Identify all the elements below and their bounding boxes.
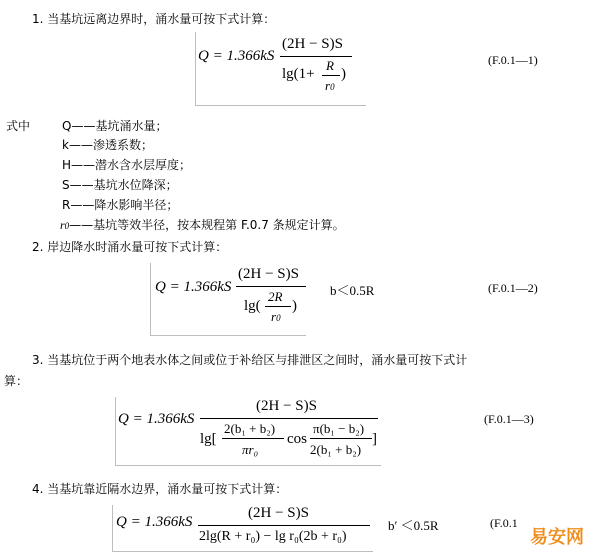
equation-2-lhs-text: Q = 1.366kS xyxy=(155,279,232,295)
section-2-heading: 2. 岸边降水时涌水量可按下式计算： xyxy=(32,240,228,254)
definition-r0 xyxy=(60,216,345,233)
equation-3-den-post: ] xyxy=(372,431,377,447)
section-4-heading: 4. 当基坑靠近隔水边界，涌水量可按下式计算： xyxy=(32,482,288,496)
section-3-heading: 3. 当基坑位于两个地表水体之间或位于补给区与排泄区之间时，涌水量可按下式计 xyxy=(32,353,468,367)
equation-4-tag: (F.0.1 xyxy=(490,516,518,530)
equation-2-numerator: (2H − S)S xyxy=(238,266,299,282)
equation-3-f1-num: 2(b₁ + b₂) xyxy=(224,421,276,436)
equation-2-tag: (F.0.1—2) xyxy=(488,281,538,295)
equation-2-fraction-bar xyxy=(236,286,306,287)
equation-4-lhs-text: Q = 1.366kS xyxy=(116,514,193,530)
equation-2-lhs xyxy=(155,279,231,296)
equation-1-den-pre: lg(1+ xyxy=(282,66,315,82)
equation-1-inner-bar xyxy=(322,75,340,76)
equation-3-fraction-bar xyxy=(200,418,378,419)
equation-3-f2-num: π(b₁ − b₂) xyxy=(313,421,365,436)
equation-2-den-pre: lg( xyxy=(244,298,261,314)
equation-3-f2-bar xyxy=(310,438,372,439)
equation-1-lhs-text: Q = 1.366kS xyxy=(198,48,275,64)
equation-3-f1-den: πr₀ xyxy=(242,442,259,457)
equation-1-numerator: (2H − S)S xyxy=(282,36,343,52)
equation-2-inner-den: r0 xyxy=(271,309,281,324)
equation-3-f2-den: 2(b₁ + b₂) xyxy=(310,442,362,457)
section-1-heading: 1. 当基坑远离边界时，涌水量可按下式计算： xyxy=(32,12,276,26)
equation-1-fraction-bar xyxy=(280,56,352,57)
equation-3-lhs xyxy=(118,411,194,428)
section-3-heading-cont: 算： xyxy=(4,374,29,388)
site-watermark-logo: 易安网 xyxy=(530,527,584,548)
equation-1-den-post: ) xyxy=(341,66,346,82)
equation-3-numerator: (2H − S)S xyxy=(256,398,317,414)
equation-1-denominator xyxy=(282,66,315,83)
equation-4-numerator: (2H − S)S xyxy=(248,505,309,521)
equation-4-fraction-bar xyxy=(198,525,370,526)
equation-3-cos: cos xyxy=(287,431,307,447)
equation-2-r: r xyxy=(271,309,277,324)
equation-3-lhs-text: Q = 1.366kS xyxy=(118,411,195,427)
definition-s: S——基坑水位降深； xyxy=(62,178,178,192)
equation-3-den-pre: lg[ xyxy=(200,431,217,447)
definition-r: R——降水影响半径； xyxy=(62,198,179,212)
equation-1-lhs xyxy=(198,48,274,65)
definition-q: Q——基坑涌水量； xyxy=(62,119,168,133)
equation-3-f1-bar xyxy=(222,438,284,439)
equation-1-inner-num: R xyxy=(326,58,334,73)
where-label: 式中 xyxy=(6,119,31,133)
equation-2-inner-bar xyxy=(265,306,291,307)
equation-1-tag: (F.0.1—1) xyxy=(488,53,538,67)
equation-4-lhs xyxy=(116,514,192,531)
definition-r0-text: ——基坑等效半径，按本规程第 F.0.7 条规定计算。 xyxy=(69,218,345,232)
equation-4-condition: b′ ＜0.5R xyxy=(388,518,439,533)
equation-4-denominator: 2lg(R + r₀) − lg r₀(2b + r₀) xyxy=(199,529,347,544)
equation-2-den-post: ) xyxy=(292,298,297,314)
equation-2-inner-num: 2R xyxy=(268,289,283,304)
equation-2-condition: b＜0.5R xyxy=(330,283,375,298)
definition-r0-symbol: r0 xyxy=(60,218,70,232)
equation-3-tag: (F.0.1—3) xyxy=(484,412,534,426)
equation-1-inner-den: r0 xyxy=(325,78,335,93)
definition-k: k——渗透系数； xyxy=(62,138,153,152)
definition-h: H——潜水含水层厚度； xyxy=(62,158,192,172)
equation-1-r: r xyxy=(325,78,331,93)
